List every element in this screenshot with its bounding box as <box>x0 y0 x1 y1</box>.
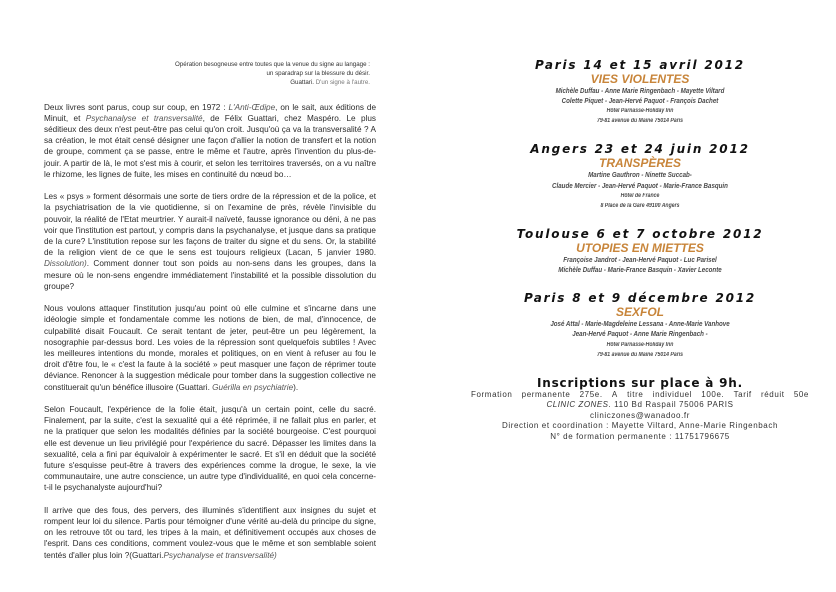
formation-number: N° de formation permanente : 11751796675 <box>550 432 730 441</box>
paragraph <box>44 505 376 561</box>
event-date: Paris 14 et 15 avril 2012 <box>535 58 745 72</box>
email-link[interactable]: cliniczones@wanadoo.fr <box>589 410 691 420</box>
event-date: Toulouse 6 et 7 octobre 2012 <box>516 226 764 241</box>
inscriptions-block <box>462 376 818 443</box>
italic-title: Dissolution) <box>44 259 87 269</box>
tarif-word: individuel <box>652 389 693 399</box>
event-block <box>462 227 818 275</box>
event-date: Angers 23 et 24 juin 2012 <box>530 142 750 157</box>
event-title: VIES VIOLENTES <box>590 72 690 86</box>
text-segment: Selon Foucault, l'expérience de la folie était, jusqu'à un certain point, celle du sacré. Finalement, par la suite, c'est la sexualité qui a été réprimée, il ne fallait plus en parler, et ne la pratiquer que selon les modalités définies par la société bourgeoise. C'est pourquoi elle est devenue un lieu privilégié pour l'expérience du sacré. Dépasser les limites dans la sexualité, cela a fini par équivaloir à expérimenter le sacré. Et s'il en déduit que la société future s'esquisse peut-être à travers des expériences comme la drogue, le sexe, la vie communautaire, une autre conscience, un autre type d'individualité, en quoi cela concerne-t-il le psychanalyste aujourd'hui? <box>44 405 376 493</box>
tarif-word: 275e. <box>579 389 603 399</box>
text-segment: . Comment donner tout son poids au non-sens dans les groupes, dans la mesure où le non-sens engendre immédiatement l'instabilité et la possible dissolution du groupe? <box>44 259 376 291</box>
tarif-word: A <box>611 389 618 399</box>
epigraph <box>44 60 370 88</box>
event-venue: Hôtel de France <box>620 192 660 199</box>
tarif-word: 100e. <box>701 389 725 399</box>
event-list <box>462 58 818 360</box>
text-segment: Les « psys » forment désormais une sorte de tiers ordre de la répression et de la police, et la psychiatrisation de la vie quotidienne, si on l'examine de près, révèle l'invisible du pouvoir, la réalité de l'Etat meurtrier. Y aurait-il naïveté, fausse ignorance ou déni, à ne pas voir que l'institution est partout, y compris dans la psychanalyse, et jusque dans sa pratique de la cure? L'institution repose sur les façons de traiter du signe et du sens. Or, la stabilité de la religion vient de ce que le sens est toujours religieux (Lacan, 5 janvier 1980. <box>44 192 376 258</box>
event-venue: 8 Place de la Gare 49100 Angers <box>600 202 680 209</box>
paragraph <box>44 102 376 180</box>
paragraph <box>44 191 376 292</box>
italic-title: Guérilla en psychiatrie <box>212 382 294 392</box>
direction-line: Direction et coordination : Mayette Viltard, Anne-Marie Ringenbach <box>501 421 779 431</box>
tarif-word: Formation <box>471 389 513 399</box>
italic-title: Psychanalyse et transversalité <box>85 113 203 123</box>
italic-title: Psychanalyse et transversalité) <box>163 550 277 560</box>
event-block <box>462 291 818 359</box>
event-title: SEXFOL <box>615 305 664 320</box>
event-speakers: Michèle Duffau - Marie-France Basquin - Xavier Leconte <box>558 265 722 275</box>
italic-title: L'Anti-Œdipe <box>228 102 276 112</box>
text-segment: , de Félix Guattari, chez Maspéro. Le plus séditieux des deux n'est peut-être pas celui qu'on croit. Jusqu'où ça va la transversalité ? A sa création, le mot était censé désigner une façon d'allier la notion de transfert et la notion de groupe, comment ça se passe, entre le même et l'autre, après l'invention du plus-de-jouir. A partir de là, le mot s'est mis à courir, et selon les territoires traversés, on a vu naître le rhizome, les lignes de fuite, les mises en continuité du nœud bo… <box>44 113 376 179</box>
inscriptions-title: Inscriptions sur place à 9h. <box>537 375 743 390</box>
text-segment: Deux livres sont parus, coup sur coup, en 1972 : <box>44 102 229 112</box>
event-venue: Hôtel Parnasse-Holiday Inn <box>606 341 674 348</box>
clinic-line <box>462 400 818 411</box>
epigraph-line-2: un sparadrap sur la blessure du désir. <box>266 70 370 78</box>
event-speakers: José Attal - Marie-Magdeleine Lessana - Anne-Marie Vanhove <box>550 319 730 329</box>
event-speakers: Michèle Duffau - Anne Marie Ringenbach - Mayette Viltard <box>555 86 725 95</box>
tarif-word: titre <box>627 389 644 399</box>
event-date: Paris 8 et 9 décembre 2012 <box>523 291 757 306</box>
paragraph <box>44 303 376 393</box>
epigraph-source: D'un signe à l'autre. <box>313 79 370 87</box>
event-speakers: Claude Mercier - Jean-Hervé Paquot - Marie-France Basquin <box>552 180 728 190</box>
event-venue: Hôtel Parnasse-Holiday Inn <box>606 108 674 115</box>
tarif-word: permanente <box>521 389 571 399</box>
event-speakers: Martine Gauthron - Ninette Succab- <box>588 170 692 180</box>
tarif-word: réduit <box>760 389 785 399</box>
event-block <box>462 142 818 210</box>
event-block <box>462 58 818 126</box>
clinic-address: . 110 Bd Raspail 75006 PARIS <box>608 400 734 410</box>
event-title: TRANSPÈRES <box>598 156 681 171</box>
tarifs-line <box>471 390 809 401</box>
event-speakers: Jean-Hervé Paquot - Anne Marie Ringenbach - <box>572 329 708 339</box>
tarif-word: 50e <box>793 389 809 399</box>
epigraph-citation <box>44 78 370 87</box>
tarif-word: Tarif <box>733 389 752 399</box>
text-segment: ). <box>293 382 299 392</box>
body-text <box>44 102 376 561</box>
text-segment: Il arrive que des fous, des pervers, des illuminés s'identifient aux insignes du sujet et rompent leur loi du silence. Partis pour témoigner d'une vérité au-delà du principe du signe, on les retrouve tôt ou tard, les tripes à la main, et définitivement occupés aux choses de l'esprit. Dans ces conditions, comment voulez-vous que le même et son semblable soient tentés d'aller plus loin ?(Guattari. <box>44 505 376 560</box>
left-column <box>44 60 376 572</box>
event-speakers: Françoise Jandrot - Jean-Hervé Paquot - Luc Parisel <box>563 254 717 264</box>
clinic-name: CLINIC ZONES <box>546 400 609 410</box>
text-segment: , on le sait, aux éditions de Minuit, et <box>44 102 376 123</box>
event-venue: 79-81 avenue du Maine 75014 Paris <box>596 118 684 125</box>
paragraph <box>44 404 376 494</box>
epigraph-author: Guattari. <box>290 79 314 87</box>
text-segment: Nous voulons attaquer l'institution jusqu'au point où elle culmine et s'incarne dans une idéologie simple et fondamentale comme les notions de bien, de mal, d'innocence, de culpabilité disait Foucault. Ce serait tentant de jeter, peut-être un peu légèrement, la nosographie par-dessus bord. Les voies de la répression sont quelquefois subtiles ! Avec les meilleures intentions du monde, morales et politiques, on en vient à refuser au fou le droit d'être fou, le « c'est la faute à la société » peut masquer une façon de réprimer toute déviance. Renoncer à la suggestion médicale pour tomber dans la suggestion collective ne constituerait qu'un bénéfice illusoire (Guattari. <box>44 304 376 392</box>
right-column <box>462 58 818 443</box>
event-venue: 79-81 avenue du Maine 75014 Paris <box>596 351 684 358</box>
epigraph-line-1: Opération besogneuse entre toutes que la venue du signe au langage : <box>174 61 370 68</box>
event-title: UTOPIES EN MIETTES <box>576 240 704 255</box>
event-speakers: Colette Piquet - Jean-Hervé Paquot - François Dachet <box>561 96 719 106</box>
